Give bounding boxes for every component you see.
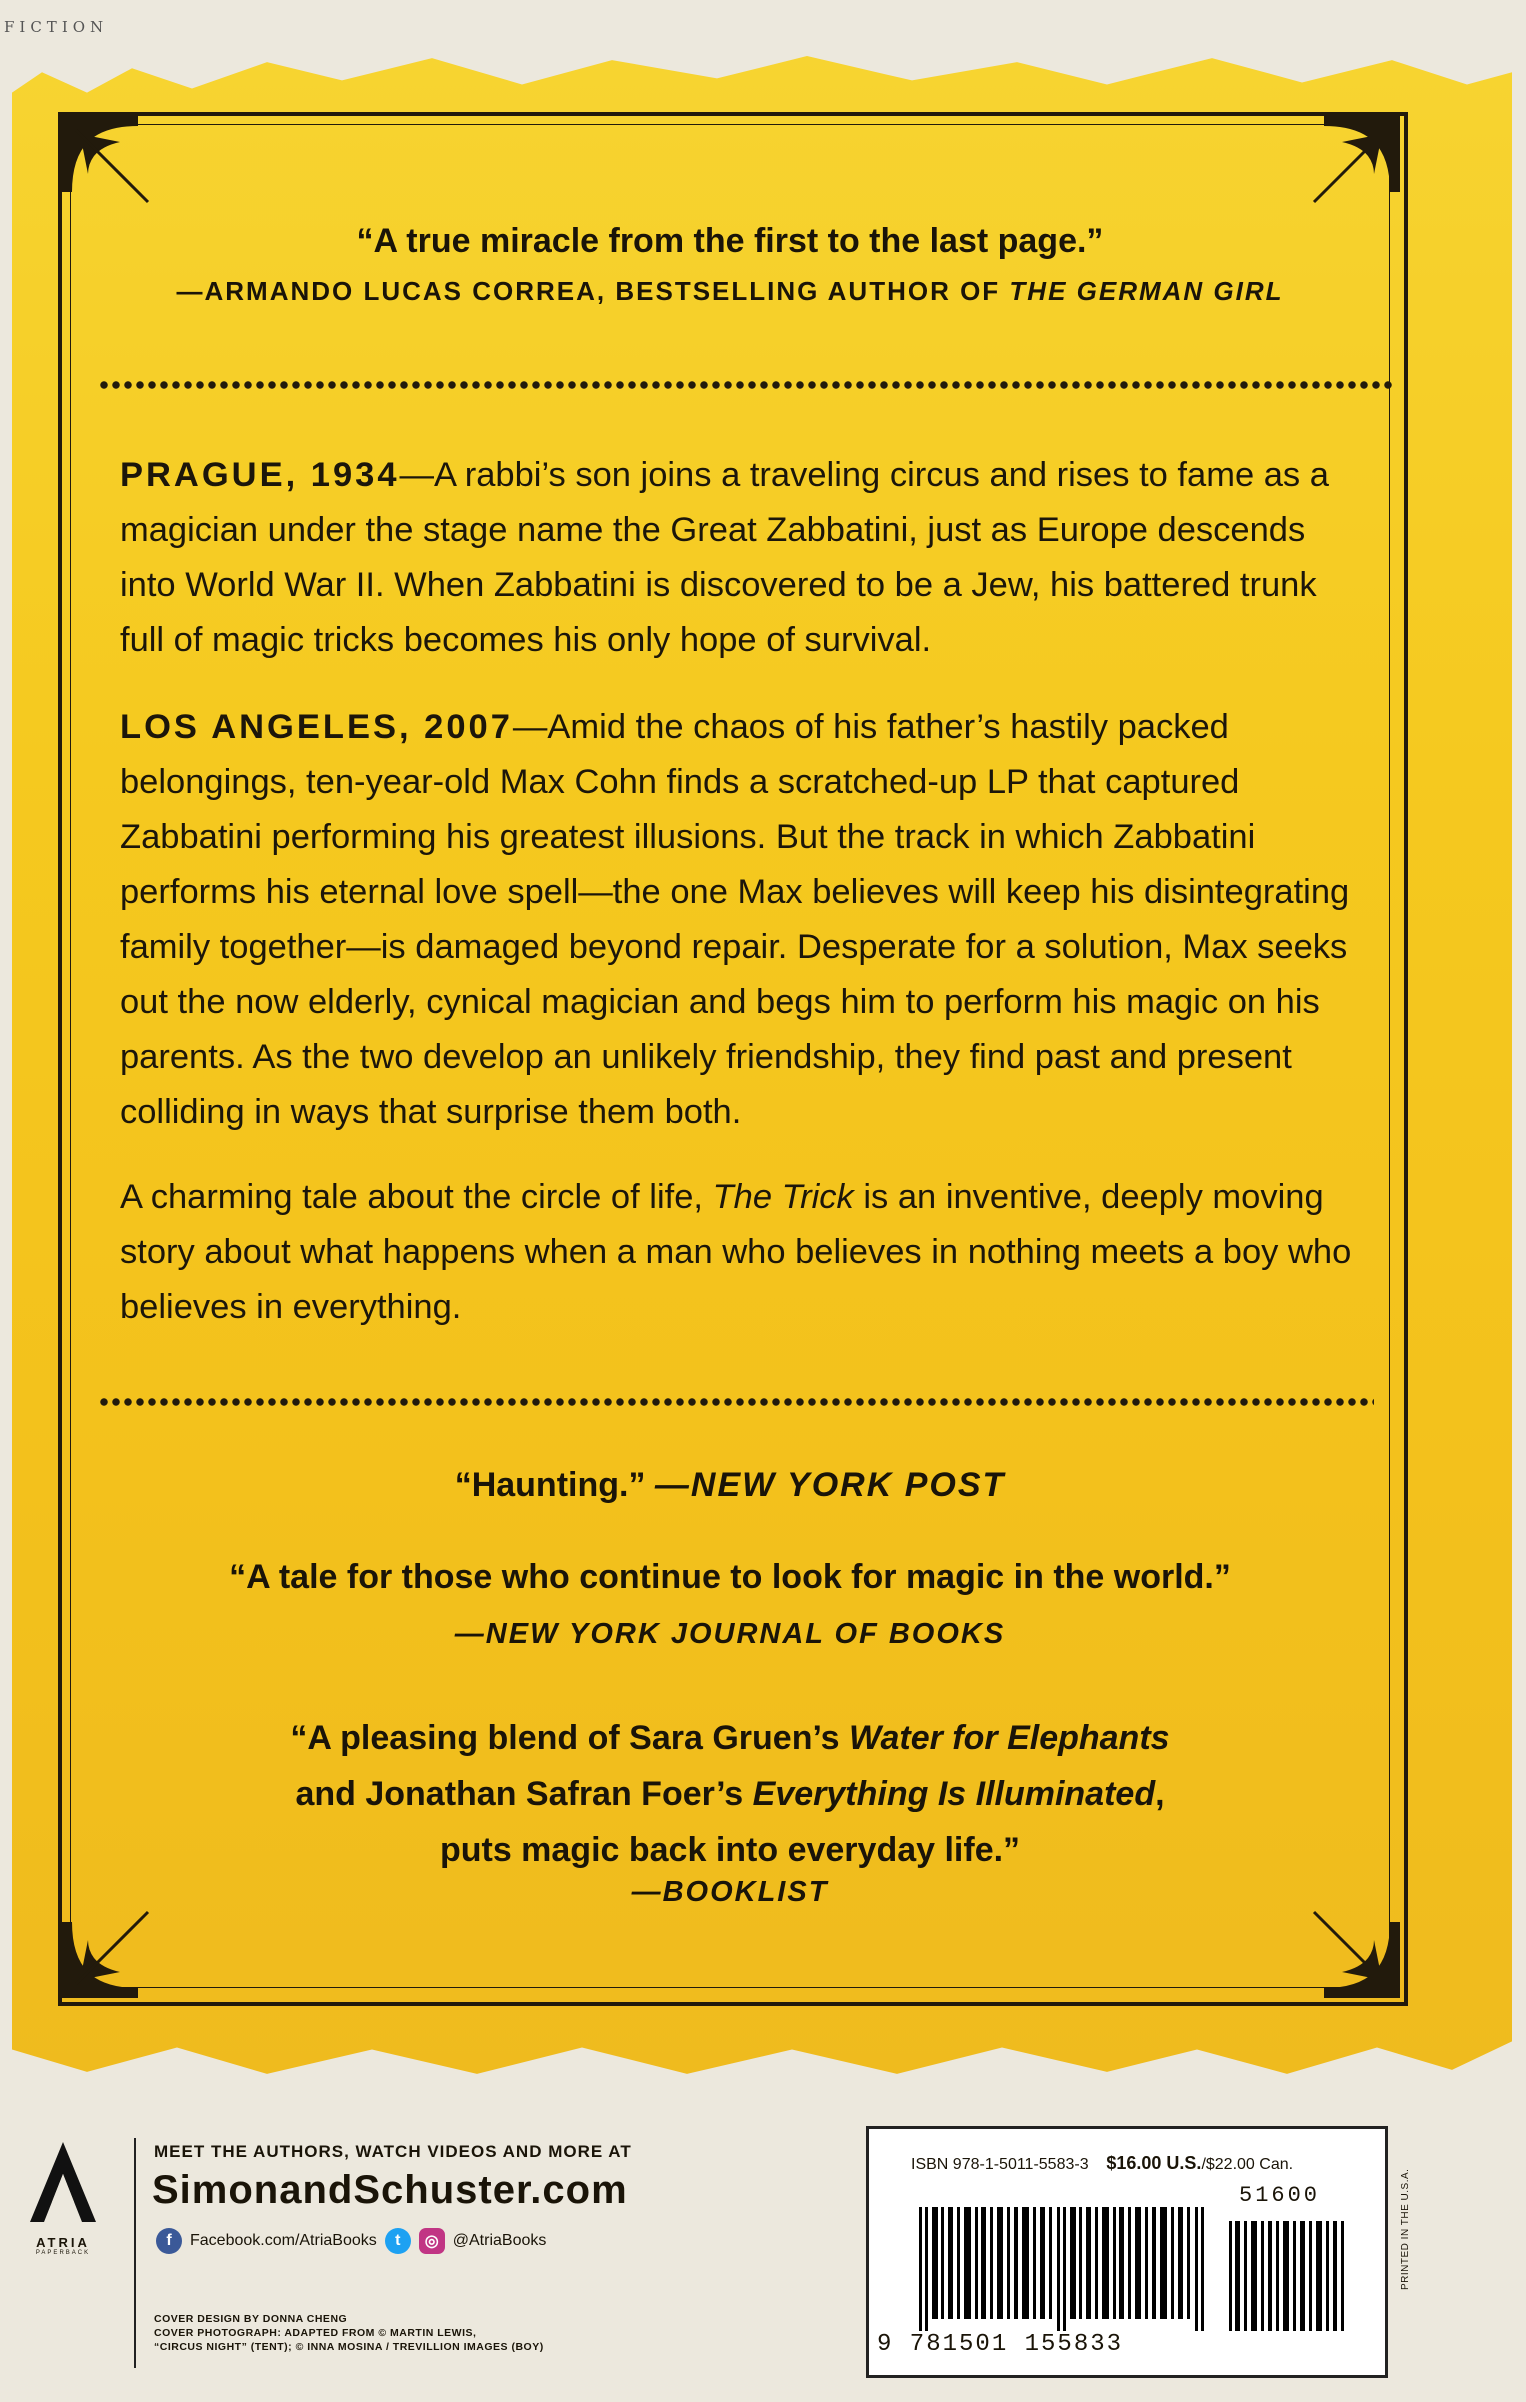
top-quote: “A true miracle from the first to the last page.” <box>356 222 1104 260</box>
credit-line: COVER DESIGN BY DONNA CHENG <box>154 2313 348 2325</box>
review-2-source: —NEW YORK JOURNAL OF BOOKS <box>454 1618 1006 1650</box>
review-3 <box>100 1710 1360 1878</box>
review-book-title: Water for Elephants <box>849 1719 1170 1757</box>
description-paragraph-2 <box>120 700 1360 1140</box>
review-quote: “A pleasing blend of Sara Gruen’s <box>290 1719 850 1757</box>
review-1 <box>100 1466 1360 1505</box>
corner-ornament-top-right <box>1294 112 1404 222</box>
section-label: FICTION <box>4 18 109 36</box>
review-source: —NEW YORK POST <box>654 1466 1006 1504</box>
top-quote-book-title: THE GERMAN GIRL <box>1009 276 1284 306</box>
review-quote: and Jonathan Safran Foer’s <box>295 1775 753 1813</box>
paragraph-text: —Amid the chaos of his father’s hastily packed belongings, ten-year-old Max Cohn finds a scratched-up LP that captured Zabbatini performing his greatest illusions. But the track in which Zabbatini performs his eternal love spell—the one Max believes will keep his disintegrating family together—is damaged beyond repair. Desperate for a solution, Max seeks out the now elderly, cynical magician and begs him to perform his magic on his parents. As the two develop an unlikely friendship, they find past and present colliding in ways that surprise them both. <box>120 708 1350 1131</box>
book-title: The Trick <box>712 1178 854 1216</box>
barcode-supplement-digits: 51600 <box>1239 2183 1321 2208</box>
meet-authors-line: MEET THE AUTHORS, WATCH VIDEOS AND MORE AT <box>154 2142 632 2161</box>
price-can: /$22.00 Can. <box>1201 2156 1294 2173</box>
atria-logo-icon <box>28 2140 98 2224</box>
facebook-link[interactable]: Facebook.com/AtriaBooks <box>190 2232 377 2249</box>
cover-credits <box>154 2312 544 2354</box>
isbn-price-line <box>911 2153 1293 2174</box>
isbn: ISBN 978-1-5011-5583-3 <box>911 2156 1089 2173</box>
review-quote: puts magic back into everyday life.” <box>439 1831 1021 1869</box>
paragraph-text: —A rabbi’s son joins a traveling circus and rises to fame as a magician under the stage name the Great Zabbatini, just as Europe descends into World War II. When Zabbatini is discovered to be a Jew, his battered trunk full of magic tricks becomes his only hope of survival. <box>120 456 1329 659</box>
paragraph-text: is an inventive, deeply moving story about what happens when a man who believes in nothing meets a boy who believes in everything. <box>120 1178 1352 1326</box>
paragraph-text: A charming tale about the circle of life, <box>120 1178 713 1216</box>
publisher-logo <box>18 2140 108 2256</box>
review-2: “A tale for those who continue to look for magic in the world.” <box>229 1558 1231 1596</box>
dotted-divider-top <box>98 380 1394 390</box>
top-quote-author: —ARMANDO LUCAS CORREA, BESTSELLING AUTHOR OF <box>176 276 1010 306</box>
review-quote: , <box>1155 1775 1165 1813</box>
dotted-divider-bottom <box>98 1397 1374 1407</box>
publisher-logo-name: ATRIA <box>36 2235 90 2250</box>
description-paragraph-3 <box>120 1170 1360 1335</box>
review-3-source: —BOOKLIST <box>631 1876 829 1908</box>
social-links <box>156 2228 546 2254</box>
social-handle[interactable]: @AtriaBooks <box>452 2232 547 2249</box>
place-heading-los-angeles: LOS ANGELES, 2007 <box>120 708 513 746</box>
publisher-logo-sub: PAPERBACK <box>35 2250 91 2256</box>
instagram-icon[interactable]: ◎ <box>419 2228 445 2254</box>
review-book-title: Everything Is Illuminated <box>752 1775 1156 1813</box>
barcode-digits: 9 781501 155833 <box>877 2331 1124 2358</box>
credit-line: “CIRCUS NIGHT” (TENT); © INNA MOSINA / TREVILLION IMAGES (BOY) <box>154 2341 544 2353</box>
place-heading-prague: PRAGUE, 1934 <box>120 456 400 494</box>
barcode-supplement-icon <box>1229 2207 1349 2331</box>
twitter-icon[interactable]: t <box>385 2228 411 2254</box>
printed-in-usa: PRINTED IN THE U.S.A. <box>1400 2168 1411 2290</box>
review-quote: “Haunting.” <box>454 1466 655 1504</box>
top-quote-attribution <box>100 276 1360 307</box>
price-us: $16.00 U.S. <box>1106 2153 1202 2173</box>
barcode-icon <box>919 2207 1209 2331</box>
description-paragraph-1 <box>120 448 1360 668</box>
facebook-icon[interactable]: f <box>156 2228 182 2254</box>
credit-line: COVER PHOTOGRAPH: ADAPTED FROM © MARTIN LEWIS, <box>154 2327 477 2339</box>
vertical-rule <box>134 2138 136 2368</box>
barcode-box <box>866 2126 1388 2378</box>
corner-ornament-top-left <box>58 112 168 222</box>
website-link[interactable]: SimonandSchuster.com <box>152 2168 628 2212</box>
